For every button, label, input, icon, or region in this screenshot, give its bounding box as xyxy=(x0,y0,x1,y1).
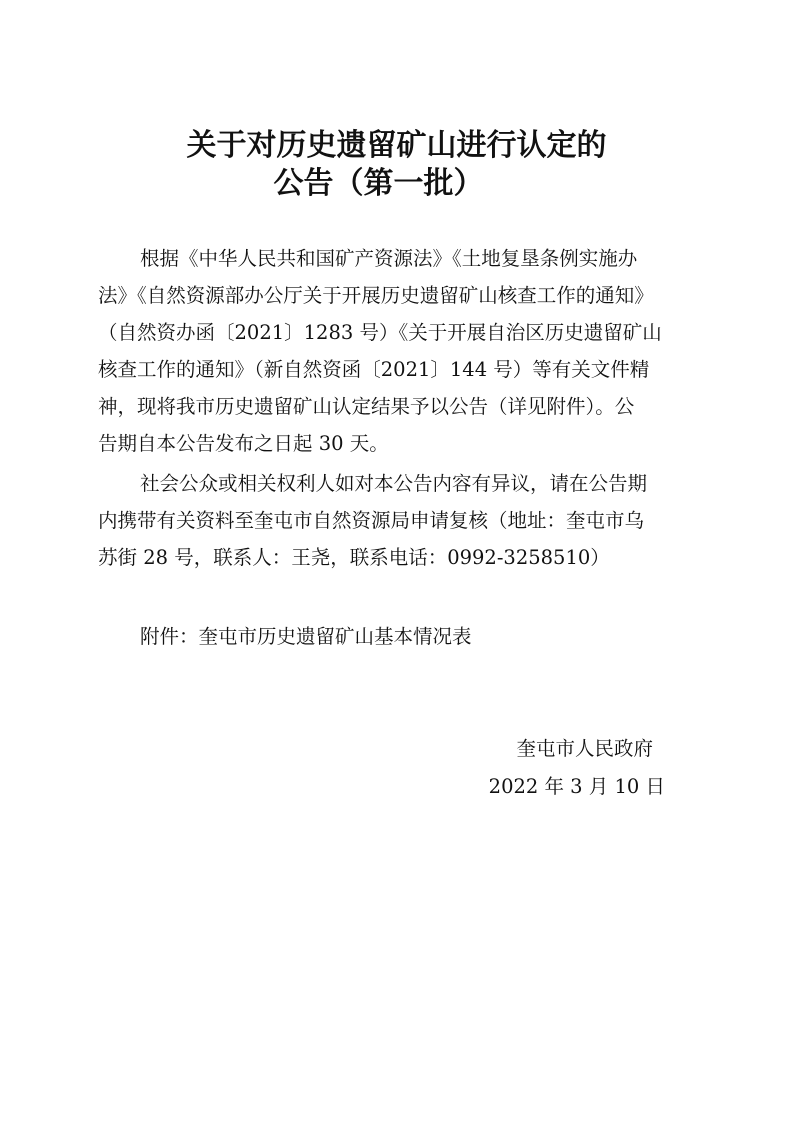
paragraph-2-line-2: 内携带有关资料至奎屯市自然资源局申请复核（地址：奎屯市乌 xyxy=(98,509,645,532)
paragraph-legal-basis xyxy=(98,240,700,462)
signature-date: 2022 年 3 月 10 日 xyxy=(488,775,665,798)
paragraph-1-line-5: 神，现将我市历史遗留矿山认定结果予以公告（详见附件）。公 xyxy=(98,395,635,418)
paragraph-2-line-3: 苏街 28 号，联系人：王尧，联系电话：0992-3258510） xyxy=(98,546,610,569)
document-title-line-1: 关于对历史遗留矿山进行认定的 xyxy=(186,128,607,163)
paragraph-objection-notice xyxy=(98,465,700,576)
document-title-line-2: 公告（第一批） xyxy=(273,166,484,201)
paragraph-2-line-1: 社会公众或相关权利人如对本公告内容有异议，请在公告期 xyxy=(140,472,648,495)
paragraph-1-line-4: 核查工作的通知》（新自然资函〔2021〕144 号）等有关文件精 xyxy=(98,358,650,381)
paragraph-1-line-6: 告期自本公告发布之日起 30 天。 xyxy=(98,432,389,455)
paragraph-1-line-1: 根据《中华人民共和国矿产资源法》《土地复垦条例实施办 xyxy=(140,247,638,270)
paragraph-1-line-3: （自然资办函〔2021〕1283 号）《关于开展自治区历史遗留矿山 xyxy=(98,321,662,344)
signature-organization: 奎屯市人民政府 xyxy=(516,737,653,760)
attachment-text: 附件：奎屯市历史遗留矿山基本情况表 xyxy=(140,625,472,648)
attachment-note xyxy=(98,618,700,655)
paragraph-1-line-2: 法》《自然资源部办公厅关于开展历史遗留矿山核查工作的通知》 xyxy=(98,284,654,307)
